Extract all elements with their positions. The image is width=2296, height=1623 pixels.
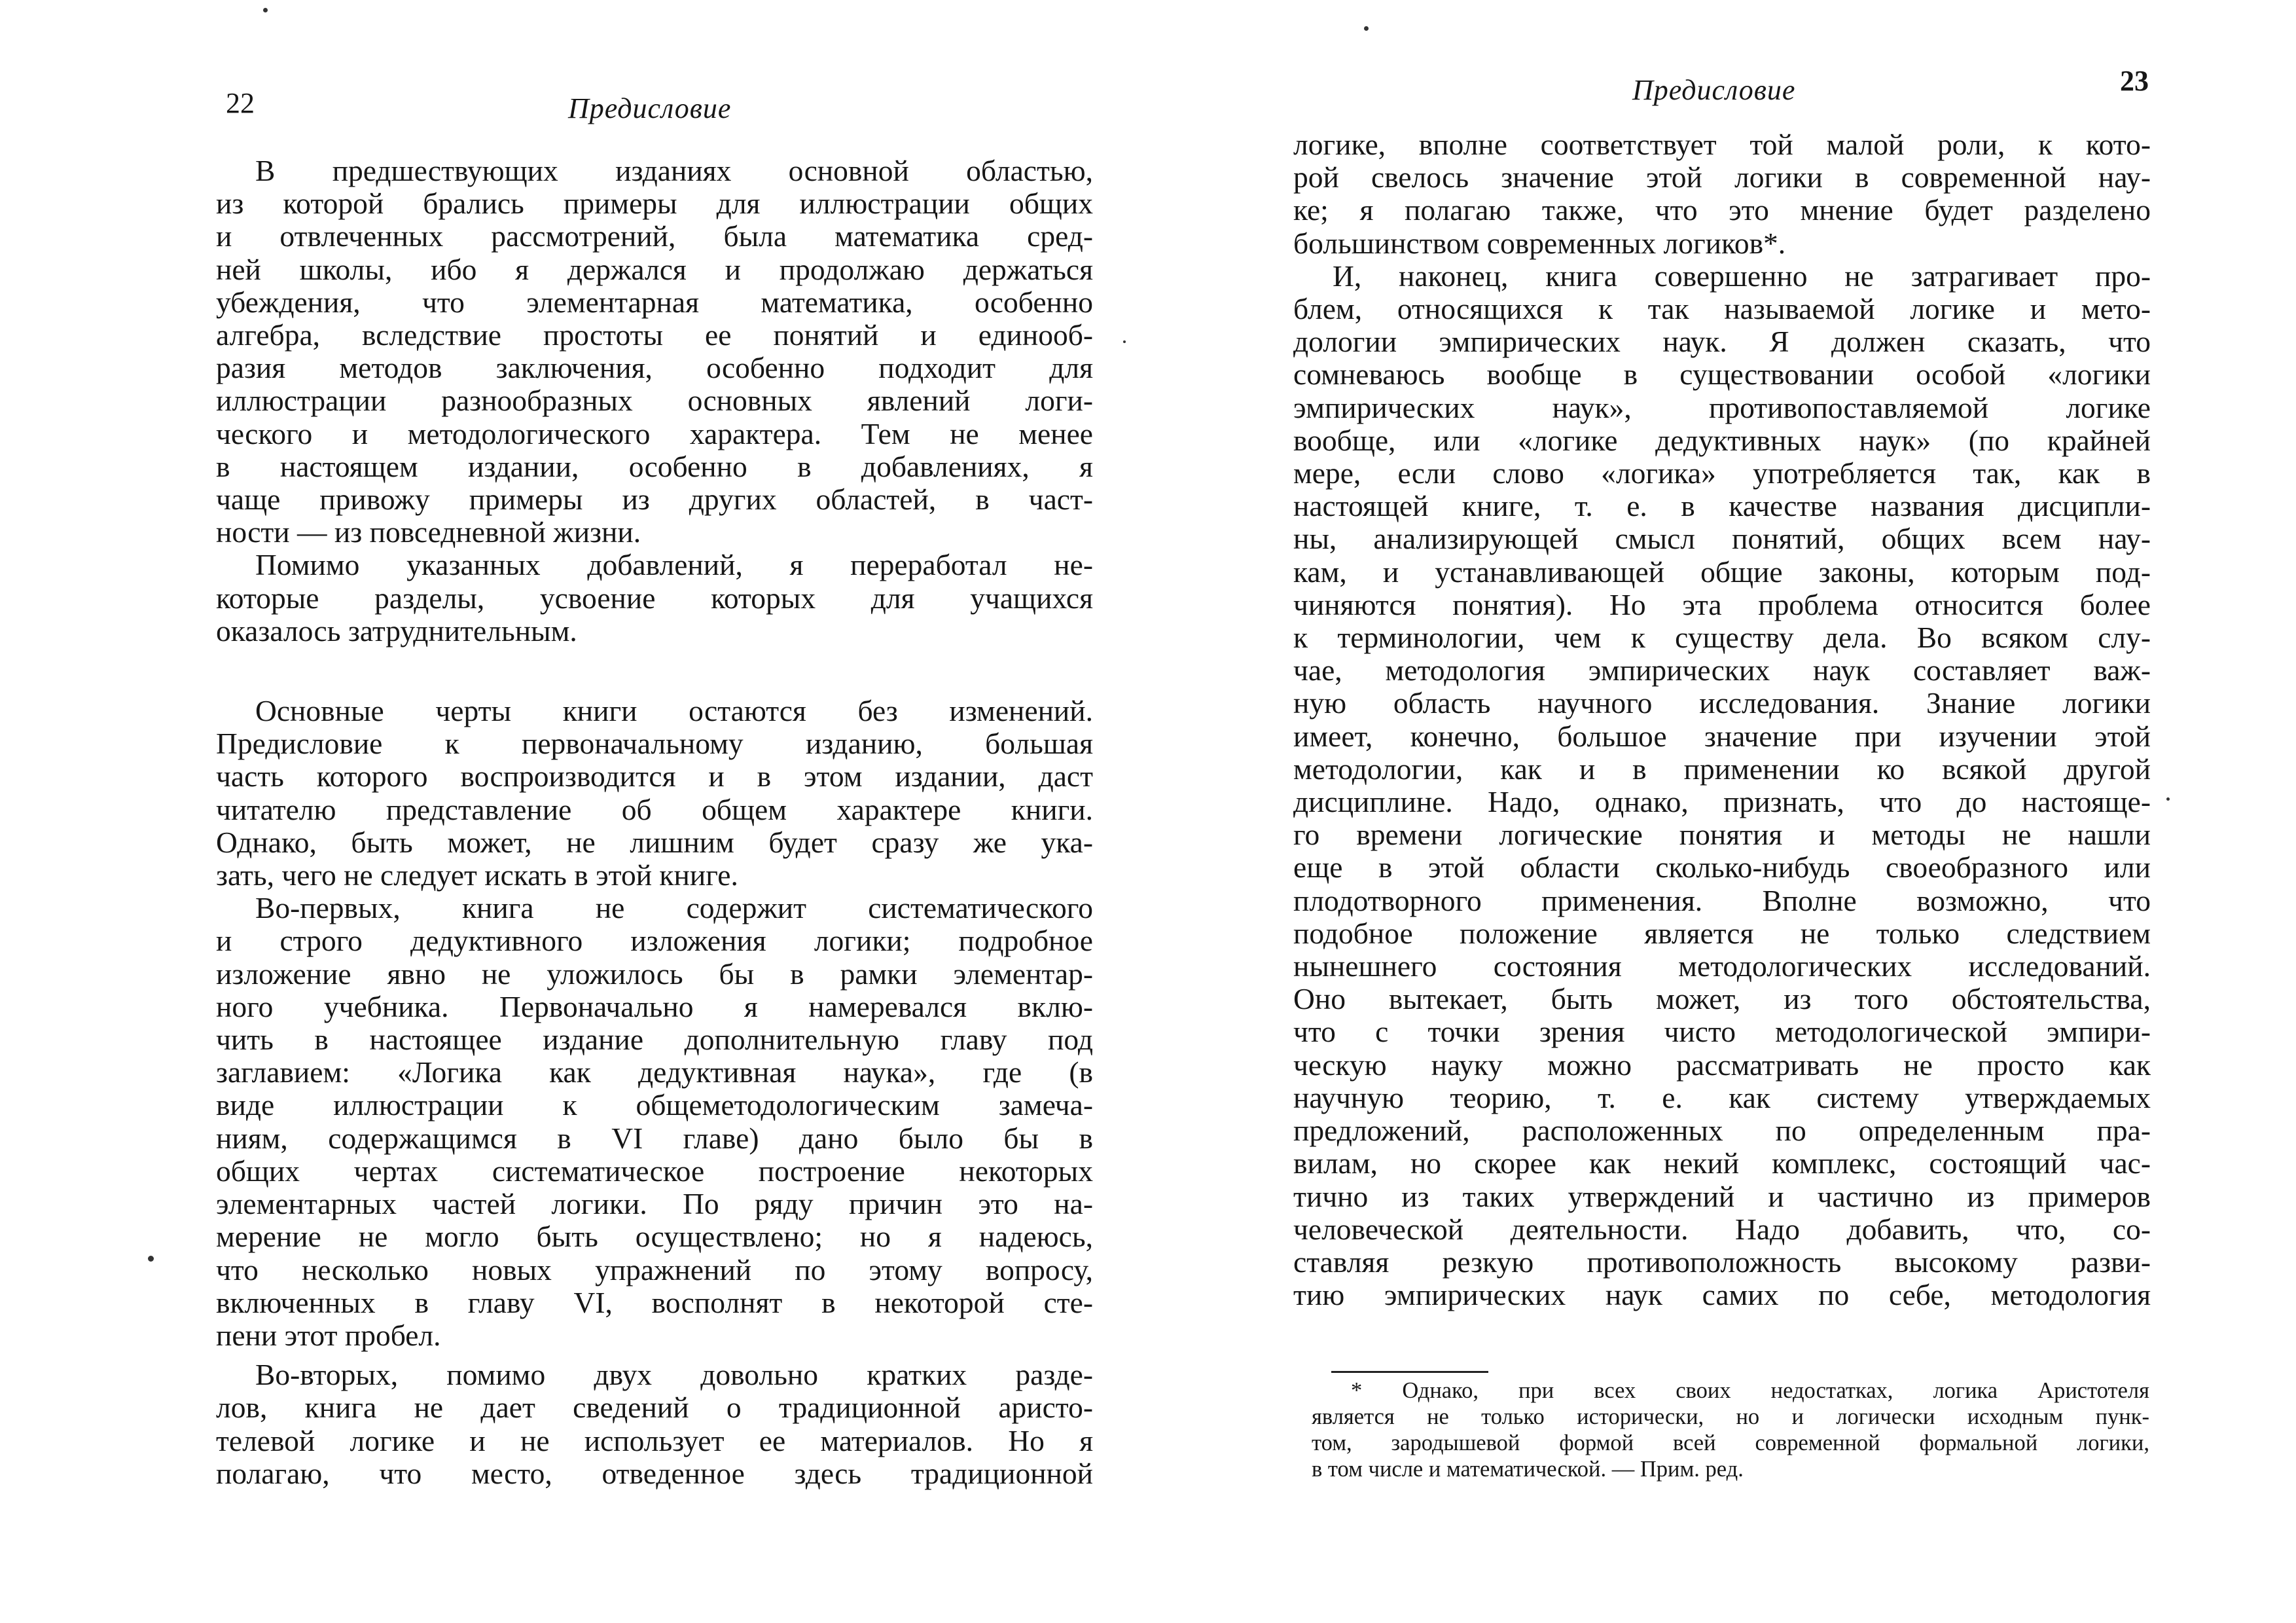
text-line: иллюстрации разнообразных основных явлений логи- [216,384,1093,418]
print-speck [1364,26,1369,31]
text-line: ческую науку можно рассматривать не просто как [1293,1048,2151,1082]
text-line: что с точки зрения чисто методологической эмпири- [1293,1015,2151,1049]
text-line: вилам, но скорее как некий комплекс, состоящий час- [1293,1146,2151,1180]
text-line: эмпирических наук», противопоставляемой логике [1293,390,2151,424]
text-line: тию эмпирических наук самих по себе, методология [1293,1278,2151,1312]
text-line: изложение явно не уложилось бы в рамки элементар- [216,957,1093,991]
text-line: общих чертах систематическое построение некоторых [216,1154,1093,1188]
body-text [216,155,1093,1490]
text-line: мере, если слово «логика» употребляется так, как в [1293,456,2151,490]
text-line: нынешнего состояния методологических исследований. [1293,949,2151,983]
text-line: человеческой деятельности. Надо добавить, что, со- [1293,1212,2151,1246]
text-line: вообще, или «логике дедуктивных наук» (по крайней [1293,423,2151,457]
text-line: логике, вполне соответствует той малой роли, к кото- [1293,128,2151,161]
footnote [1312,1377,2149,1482]
text-line: Во-первых, книга не содержит систематического [255,891,1093,925]
paragraph [1293,260,2151,1312]
footnote-line: в том числе и математической. — Прим. ред. [1312,1457,1744,1482]
text-line: мерение не могло быть осуществлено; но я надеюсь, [216,1220,1093,1254]
text-line: и строго дедуктивного изложения логики; подробное [216,924,1093,958]
text-line: элементарных частей логики. По ряду причин это на- [216,1187,1093,1221]
running-head: Предисловие [568,92,732,124]
text-line: разия методов заключения, особенно подходит для [216,351,1093,385]
text-line: включенных в главу VI, восполнят в некоторой сте- [216,1285,1093,1319]
text-line: что несколько новых упражнений по этому вопросу, [216,1252,1093,1286]
text-line: Основные черты книги остаются без изменений. [255,694,1093,728]
text-line: большинством современных логиков*. [1293,226,1786,260]
text-line: Предисловие к первоначальному изданию, большая [216,727,1093,761]
right-page [1148,0,2296,1623]
text-line: дисциплине. Надо, однако, признать, что до настояще- [1293,785,2151,819]
paragraph [216,695,1093,892]
text-line: плодотворного применения. Вполне возможно, что [1293,883,2151,917]
text-line: чиняются понятия). Но эта проблема относится более [1293,587,2151,621]
text-line: которые разделы, усвоение которых для учащихся [216,581,1093,615]
text-line: еще в этой области сколько-нибудь своеобразного или [1293,850,2151,884]
text-line: часть которого воспроизводится и в этом издании, даст [216,759,1093,793]
text-line: в настоящем издании, особенно в добавлениях, я [216,449,1093,483]
paragraph [1293,128,2151,260]
section-gap [216,680,1093,695]
print-speck [2166,797,2170,801]
text-line: читателю представление об общем характере книги. [216,792,1093,826]
text-line: ческого и методологического характера. Тем не менее [216,416,1093,450]
footnote-line: * Однако, при всех своих недостатках, логика Аристотеля [1351,1378,2149,1403]
print-speck [263,8,268,12]
section-gap [216,647,1093,680]
text-line: ставляя резкую противоположность высокому разви- [1293,1245,2151,1279]
text-line: дологии эмпирических наук. Я должен сказать, что [1293,325,2151,359]
text-line: пени этот пробел. [216,1318,441,1352]
text-line: оказалось затруднительным. [216,613,577,647]
text-line: заглавием: «Логика как дедуктивная наука», где (в [216,1055,1093,1089]
text-line: подобное положение является не только следствием [1293,916,2151,950]
body-text [1293,128,2151,1311]
paragraph [216,549,1093,647]
print-speck [1123,340,1126,343]
text-line: настоящей книге, т. е. в качестве названия дисципли- [1293,489,2151,523]
text-line: го времени логические понятия и методы не нашли [1293,818,2151,852]
footnote-line: является не только исторически, но и логически исходным пунк- [1312,1404,2149,1429]
text-line: предложений, расположенных по определенным пра- [1293,1114,2151,1148]
text-line: ного учебника. Первоначально я намеревался вклю- [216,989,1093,1023]
text-line: сомневаюсь вообще в существовании особой «логики [1293,357,2151,392]
text-line: блем, относящихся к так называемой логике и мето- [1293,292,2151,326]
text-line: чае, методология эмпирических наук составляет важ- [1293,653,2151,687]
text-line: ниям, содержащимся в VI главе) дано было бы в [216,1121,1093,1155]
text-line: Во-вторых, помимо двух довольно кратких разде- [255,1358,1093,1392]
running-head: Предисловие [1632,74,1796,106]
print-speck [148,1256,154,1262]
page-number: 23 [2120,65,2149,97]
text-line: убеждения, что элементарная математика, особенно [216,285,1093,319]
text-line: И, наконец, книга совершенно не затрагивает про- [1333,259,2151,293]
text-line: ней школы, ибо я держался и продолжаю держаться [216,252,1093,286]
text-line: виде иллюстрации к общеметодологическим замеча- [216,1088,1093,1122]
text-line: В предшествующих изданиях основной областью, [255,154,1093,187]
text-line: методологии, как и в применении ко всякой другой [1293,752,2151,786]
paragraph [216,155,1093,549]
text-line: полагаю, что место, отведенное здесь традиционной [216,1456,1093,1490]
text-line: ности — из повседневной жизни. [216,515,641,549]
text-line: рой свелось значение этой логики в современной нау- [1293,160,2151,194]
text-line: алгебра, вследствие простоты ее понятий и единооб- [216,318,1093,352]
text-line: научную теорию, т. е. как систему утверждаемых [1293,1080,2151,1114]
text-line: чить в настоящее издание дополнительную главу под [216,1023,1093,1057]
paragraph [216,892,1093,1352]
text-line: ны, анализирующей смысл понятий, общих всем нау- [1293,522,2151,556]
text-line: ке; я полагаю также, что это мнение будет разделено [1293,193,2151,227]
text-line: зать, чего не следует искать в этой книге. [216,858,738,892]
text-line: имеет, конечно, большое значение при изучении этой [1293,719,2151,753]
text-line: чаще привожу примеры из других областей, в част- [216,483,1093,517]
paragraph [216,1359,1093,1490]
text-line: кам, и устанавливающей общие законы, которым под- [1293,555,2151,589]
text-line: телевой логике и не использует ее материалов. Но я [216,1423,1093,1457]
footnote-rule [1331,1371,1488,1373]
text-line: ную область научного исследования. Знание логики [1293,686,2151,720]
text-line: тично из таких утверждений и частично из примеров [1293,1179,2151,1213]
footnote-line: том, зародышевой формой всей современной формальной логики, [1312,1431,2149,1455]
text-line: из которой брались примеры для иллюстрации общих [216,187,1093,221]
text-line: лов, книга не дает сведений о традиционной аристо- [216,1391,1093,1425]
text-line: Помимо указанных добавлений, я переработал не- [255,548,1093,582]
text-line: Однако, быть может, не лишним будет сразу же ука- [216,825,1093,859]
text-line: и отвлеченных рассмотрений, была математика сред- [216,219,1093,253]
text-line: Оно вытекает, быть может, из того обстоятельства, [1293,982,2151,1016]
text-line: к терминологии, чем к существу дела. Во всяком слу- [1293,621,2151,655]
page-number: 22 [226,87,255,119]
